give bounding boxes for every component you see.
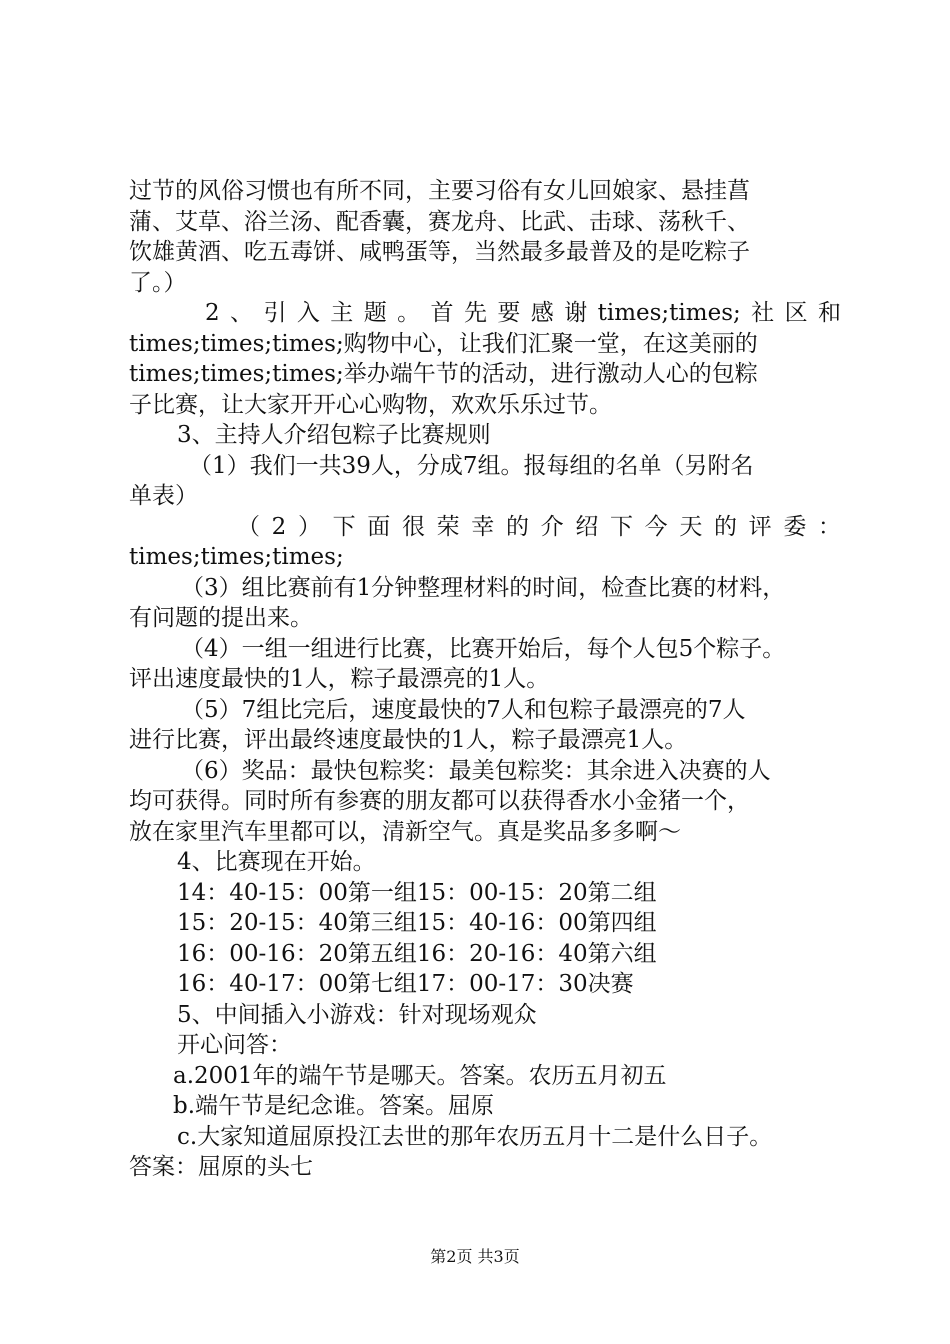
text-line: 评出速度最快的1人，粽子最漂亮的1人。 [129,666,550,692]
section-heading: 3、主持人介绍包粽子比赛规则 [177,422,491,448]
schedule-line: 16：40-17：00第七组17：00-17：30决赛 [177,971,634,997]
text-line: 有问题的提出来。 [129,605,313,631]
document-body [129,176,841,1183]
text-line: times;times;times; [129,544,344,570]
text-line: 放在家里汽车里都可以，清新空气。真是奖品多多啊～ [129,818,681,845]
text-line: 进行比赛，评出最终速度最快的1人，粽子最漂亮1人。 [129,727,688,753]
text-line: 了。） [129,269,187,296]
text-line: 饮雄黄酒、吃五毒饼、咸鸭蛋等，当然最多最普及的是吃粽子 [129,239,750,265]
text-line: （3）组比赛前有1分钟整理材料的时间，检查比赛的材料， [181,574,786,601]
text-line: times;times;times;购物中心，让我们汇聚一堂，在这美丽的 [129,330,758,357]
text-line: 蒲、艾草、浴兰汤、配香囊，赛龙舟、比武、击球、荡秋千、 [129,208,750,235]
text-line: 单表） [129,483,198,509]
qa-line: a.2001年的端午节是哪天。答案。农历五月初五 [173,1062,667,1089]
section-heading: 4、比赛现在开始。 [177,849,376,875]
text-line: 2、引入主题。首先要感谢times;times;社区和 [205,300,841,326]
section-heading: 5、中间插入小游戏：针对现场观众 [177,1001,537,1028]
text-line: 开心问答： [177,1032,292,1058]
text-line: （6）奖品：最快包粽奖：最美包粽奖：其余进入决赛的人 [181,757,771,784]
schedule-line: 14：40-15：00第一组15：00-15：20第二组 [177,879,657,906]
text-line: （4）一组一组进行比赛，比赛开始后，每个人包5个粽子。 [181,635,786,662]
text-line: （1）我们一共39人，分成7组。报每组的名单（另附名 [189,452,754,479]
text-line: （5）7组比完后，速度最快的7人和包粽子最漂亮的7人 [181,696,746,723]
text-line: 均可获得。同时所有参赛的朋友都可以获得香水小金猪一个， [129,788,750,814]
qa-line: 答案：屈原的头七 [129,1154,313,1180]
text-line: 过节的风俗习惯也有所不同，主要习俗有女儿回娘家、悬挂菖 [129,178,750,204]
schedule-line: 16：00-16：20第五组16：20-16：40第六组 [177,940,657,967]
text-line: 子比赛，让大家开开心心购物，欢欢乐乐过节。 [129,391,612,418]
qa-line: b.端午节是纪念谁。答案。屈原 [173,1093,495,1119]
qa-line: c.大家知道屈原投江去世的那年农历五月十二是什么日子。 [177,1123,773,1150]
schedule-line: 15：20-15：40第三组15：40-16：00第四组 [177,910,657,936]
text-line: times;times;times;举办端午节的活动，进行激动人心的包粽 [129,361,758,387]
page-footer: 第2页 共3页 [430,1247,520,1266]
text-line: （2）下面很荣幸的介绍下今天的评委： [237,513,841,540]
